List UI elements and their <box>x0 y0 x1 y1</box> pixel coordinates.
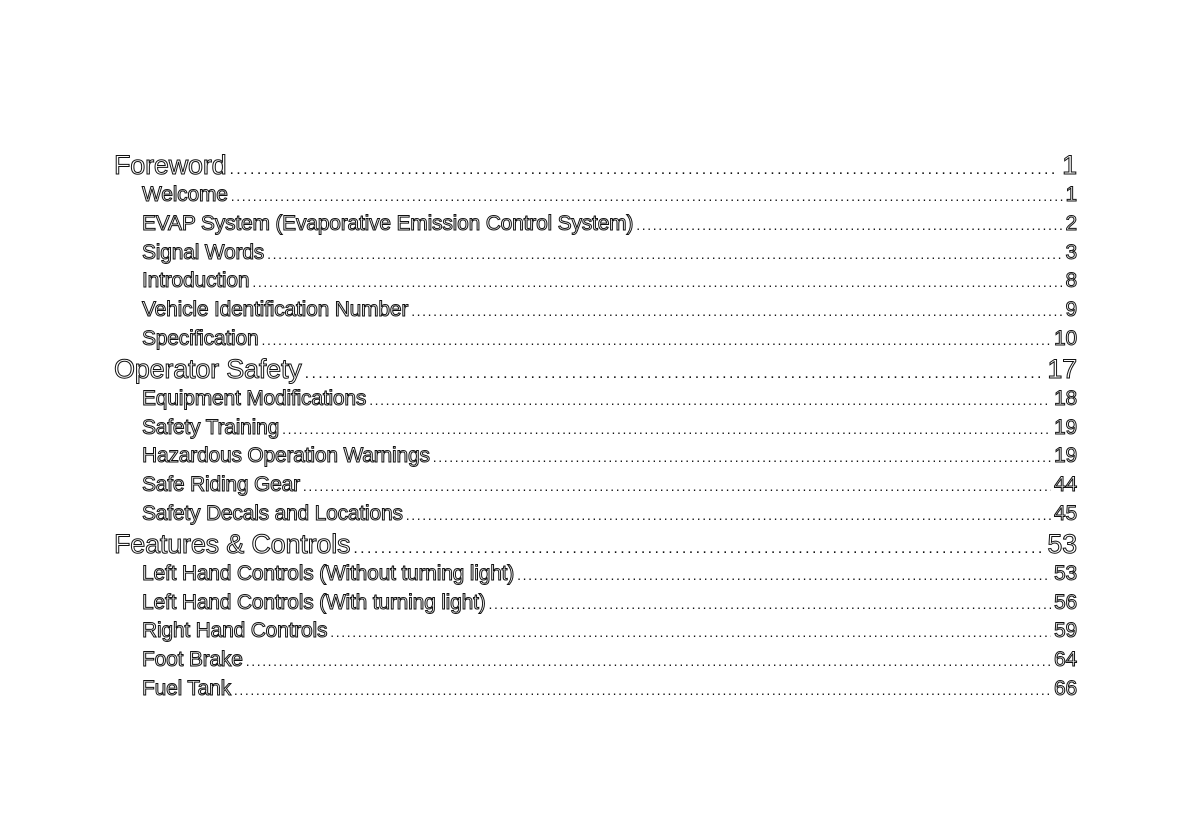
toc-entry-left-hand-controls-with-turning-light[interactable] <box>114 589 1077 618</box>
dot-leader <box>303 472 1051 501</box>
toc-entry-page: 59 <box>1054 619 1077 643</box>
toc-entry-specification[interactable] <box>114 325 1077 354</box>
toc-entry-features-and-controls[interactable] <box>114 529 1077 560</box>
toc-entry-page: 66 <box>1054 676 1077 700</box>
dot-leader <box>267 240 1062 269</box>
dot-leader <box>305 358 1045 389</box>
toc-entry-safety-training[interactable] <box>114 414 1077 443</box>
toc-entry-page: 53 <box>1047 528 1077 559</box>
dot-leader <box>406 501 1051 530</box>
toc-entry-introduction[interactable] <box>114 267 1077 296</box>
dot-leader <box>636 211 1062 240</box>
toc-entry-page: 8 <box>1065 269 1077 293</box>
toc-entry-title: Safety Training <box>142 415 280 439</box>
toc-entry-page: 10 <box>1054 326 1077 350</box>
toc-entry-foot-brake[interactable] <box>114 646 1077 675</box>
toc-entry-title: Signal Words <box>142 240 265 264</box>
toc-entry-hazardous-operation-warnings[interactable] <box>114 442 1077 471</box>
dot-leader <box>282 415 1051 444</box>
toc-entry-title: Operator Safety <box>114 353 302 384</box>
toc-entry-title: Features & Controls <box>114 528 351 559</box>
toc-entry-foreword[interactable] <box>114 150 1077 181</box>
toc-entry-page: 18 <box>1054 386 1077 410</box>
dot-leader <box>231 182 1063 211</box>
dot-leader <box>369 386 1051 415</box>
toc-entry-page: 19 <box>1054 444 1077 468</box>
toc-entry-title: Fuel Tank <box>142 676 231 700</box>
toc-entry-title: Foreword <box>114 150 227 180</box>
toc-entry-page: 17 <box>1047 353 1077 384</box>
toc-entry-page: 45 <box>1054 501 1077 525</box>
dot-leader <box>411 297 1062 326</box>
table-of-contents <box>114 150 1077 704</box>
toc-entry-title: Welcome <box>142 183 228 206</box>
toc-entry-page: 44 <box>1054 473 1077 497</box>
toc-entry-title: Specification <box>142 326 259 350</box>
toc-entry-page: 53 <box>1054 561 1077 585</box>
dot-leader <box>433 443 1051 472</box>
toc-entry-title: EVAP System (Evaporative Emission Control System) <box>142 211 634 235</box>
toc-entry-operator-safety[interactable] <box>114 354 1077 385</box>
toc-entry-title: Left Hand Controls (With turning light) <box>142 590 486 614</box>
dot-leader <box>234 676 1051 705</box>
dot-leader <box>246 647 1051 676</box>
toc-entry-title: Safety Decals and Locations <box>142 501 403 525</box>
toc-entry-title: Equipment Modifications <box>142 386 367 410</box>
toc-entry-page: 3 <box>1065 240 1077 264</box>
dot-leader <box>517 561 1051 590</box>
toc-entry-fuel-tank[interactable] <box>114 675 1077 704</box>
toc-entry-title: Safe Riding Gear <box>142 473 300 497</box>
toc-entry-title: Left Hand Controls (Without turning light) <box>142 561 515 585</box>
toc-entry-page: 9 <box>1065 298 1077 322</box>
toc-entry-right-hand-controls[interactable] <box>114 617 1077 646</box>
toc-entry-title: Vehicle Identification Number <box>142 298 409 322</box>
toc-entry-page: 2 <box>1065 211 1077 235</box>
toc-entry-page: 19 <box>1054 415 1077 439</box>
toc-entry-page: 1 <box>1065 183 1077 206</box>
toc-entry-title: Introduction <box>142 269 250 293</box>
toc-entry-title: Foot Brake <box>142 648 243 672</box>
toc-entry-evap-system[interactable] <box>114 210 1077 239</box>
toc-entry-page: 1 <box>1062 150 1077 180</box>
toc-entry-equipment-modifications[interactable] <box>114 385 1077 414</box>
toc-entry-safety-decals-and-locations[interactable] <box>114 500 1077 529</box>
dot-leader <box>489 590 1052 619</box>
toc-entry-page: 56 <box>1054 590 1077 614</box>
dot-leader <box>330 618 1051 647</box>
dot-leader <box>261 326 1051 355</box>
toc-entry-title: Right Hand Controls <box>142 619 328 643</box>
toc-entry-left-hand-controls-without-turning-light[interactable] <box>114 560 1077 589</box>
toc-entry-title: Hazardous Operation Warnings <box>142 444 430 468</box>
toc-entry-safe-riding-gear[interactable] <box>114 471 1077 500</box>
dot-leader <box>229 154 1059 185</box>
toc-entry-vehicle-identification-number[interactable] <box>114 296 1077 325</box>
toc-entry-welcome[interactable] <box>114 181 1077 210</box>
toc-entry-signal-words[interactable] <box>114 239 1077 268</box>
dot-leader <box>252 268 1062 297</box>
toc-entry-page: 64 <box>1054 648 1077 672</box>
